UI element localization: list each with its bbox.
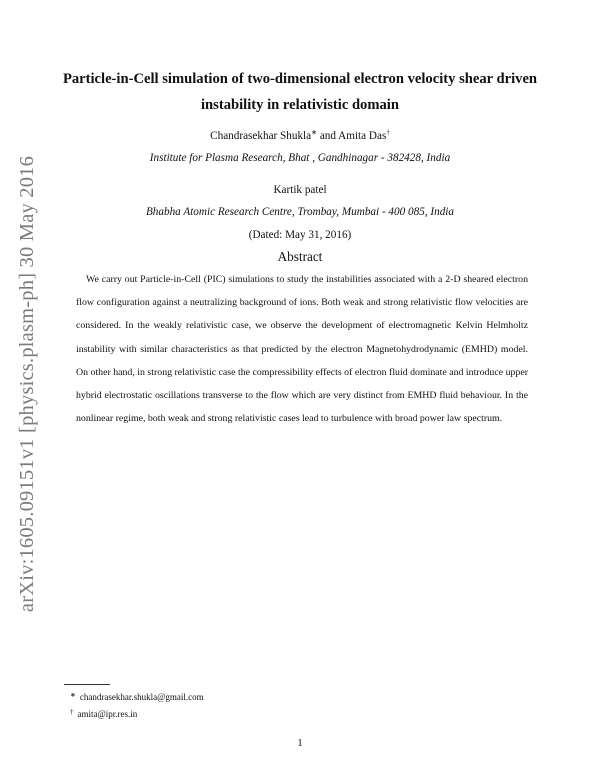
- footnote: [70, 689, 204, 703]
- footnote-mark: †: [70, 708, 74, 716]
- footnote-mark: ∗: [70, 691, 76, 699]
- footnote-divider: [64, 684, 110, 685]
- footnote-email: amita@ipr.res.in: [77, 709, 138, 719]
- footnote-mark: †: [386, 128, 390, 137]
- author-name: Chandrasekhar Shukla: [210, 130, 312, 142]
- footnote-email: chandrasekhar.shukla@gmail.com: [79, 692, 204, 702]
- abstract-heading: Abstract: [277, 249, 323, 264]
- footnote-mark: ∗: [311, 128, 318, 137]
- abstract-body: [76, 268, 528, 430]
- author-conjunction: and: [319, 130, 336, 142]
- page-number: 1: [297, 737, 303, 749]
- paper-title: Particle-in-Cell simulation of two-dimensional electron velocity shear driven instability in relativistic domain: [62, 71, 538, 113]
- author-name: Amita Das: [338, 130, 387, 142]
- author-name: Kartik patel: [273, 184, 327, 196]
- affiliation: Bhabha Atomic Research Centre, Trombay, Mumbai - 400 085, India: [145, 206, 455, 218]
- footnote: [70, 706, 137, 720]
- arxiv-identifier-stamp: arXiv:1605.09151v1 [physics.plasm-ph] 30 May 2016: [16, 155, 38, 613]
- affiliation: Institute for Plasma Research, Bhat , Gandhinagar - 382428, India: [149, 152, 451, 164]
- author-line: [60, 129, 540, 144]
- date-line: (Dated: May 31, 2016): [248, 229, 352, 241]
- abstract-paragraph: We carry out Particle-in-Cell (PIC) simulations to study the instabilities associated with a 2-D sheared electron flow configuration against a neutralizing background of ions. Both weak and strong relativistic flow velocities are considered. In the weakly relativistic case, we observe the development of electromagnetic Kelvin Helmholtz instability with similar characteristics as that predicted by the electron Magnetohydrodynamic (EMHD) model. On other hand, in strong relativistic case the compressibility effects of electron fluid dominate and introduce upper hybrid electrostatic oscillations transverse to the flow which are very distinct from EMHD fluid behaviour. In the nonlinear regime, both weak and strong relativistic cases lead to turbulence with broad power law spectrum.: [76, 274, 528, 425]
